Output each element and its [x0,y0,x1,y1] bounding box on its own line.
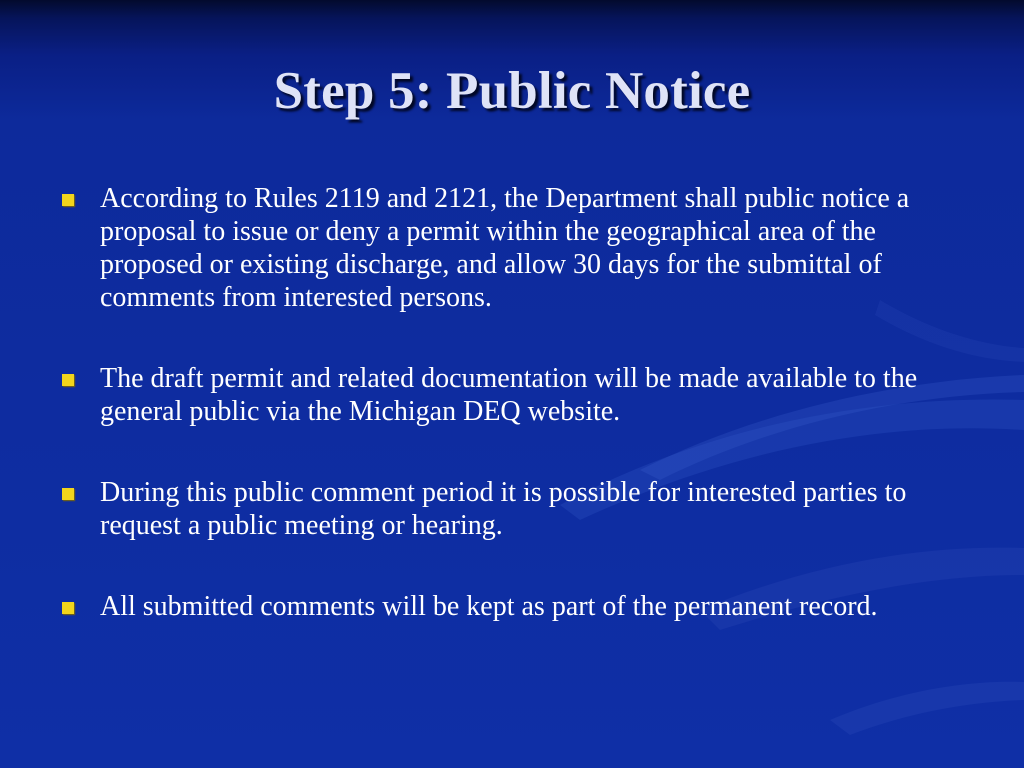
square-bullet-icon [62,194,74,206]
square-bullet-icon [62,374,74,386]
bullet-item-draft-permit [60,362,960,428]
bullet-text: The draft permit and related documentation will be made available to the general public via the Michigan DEQ website. [100,363,918,427]
bullet-item-rules [60,182,960,314]
bullet-item-comment-period [60,476,960,542]
square-bullet-icon [62,488,74,500]
bullet-list [60,182,960,623]
bullet-text: According to Rules 2119 and 2121, the Department shall public notice a proposal to issue or deny a permit within the geographical area of the proposed or existing discharge, and allow 30 days for the submittal of comments from interested persons. [100,183,910,313]
bullet-item-submitted-comments [60,590,960,623]
square-bullet-icon [62,602,74,614]
swirl-stroke-4 [830,682,1024,735]
slide-title: Step 5: Public Notice [273,62,751,120]
bullet-text: All submitted comments will be kept as part of the permanent record. [100,591,878,622]
bullet-text: During this public comment period it is possible for interested parties to request a public meeting or hearing. [100,477,907,541]
